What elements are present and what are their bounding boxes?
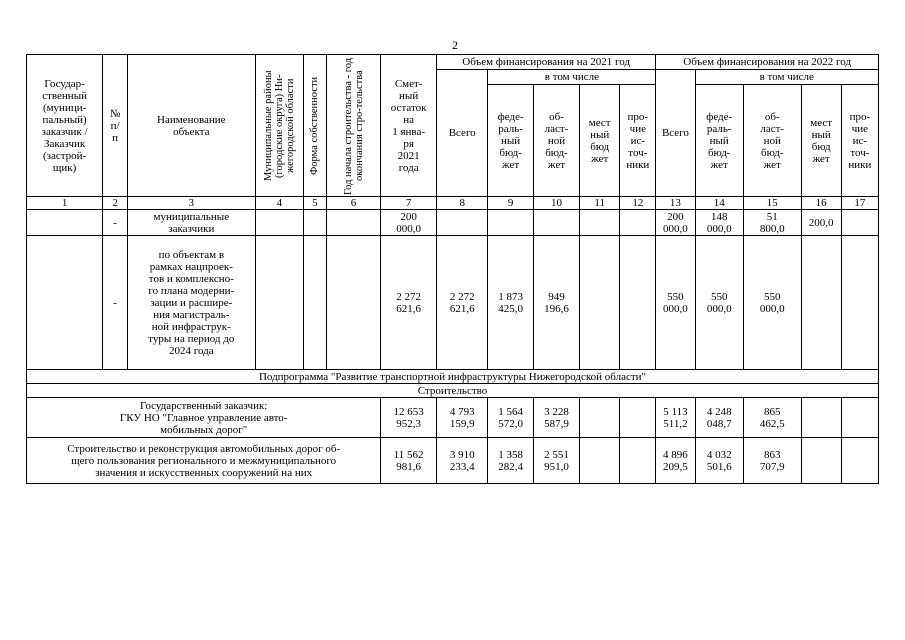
cell-empty bbox=[580, 398, 620, 438]
cell-empty bbox=[841, 210, 878, 236]
col-num-17: 17 bbox=[841, 197, 878, 210]
table-row-municipal bbox=[27, 210, 879, 236]
cell-federal-2022: 148 000,0 bbox=[695, 210, 743, 236]
header-fin-2021: Объем финансирования на 2021 год bbox=[436, 55, 655, 70]
header-incl-2022: в том числе bbox=[695, 70, 879, 85]
cell-estimate: 2 272 621,6 bbox=[381, 236, 437, 370]
col-num-7: 7 bbox=[381, 197, 437, 210]
header-municipal bbox=[255, 55, 303, 197]
col-num-16: 16 bbox=[801, 197, 841, 210]
cell-empty bbox=[801, 438, 841, 484]
table-row-subprogram bbox=[27, 370, 879, 384]
cell-estimate: 11 562 981,6 bbox=[381, 438, 437, 484]
row-name: по объектам в рамках нацпроек- тов и комплексно- го плана модерни- зации и расшире- ния магистраль- ной инфраструк- туры на период до 2024 года bbox=[127, 236, 255, 370]
col-num-8: 8 bbox=[436, 197, 488, 210]
col-num-1: 1 bbox=[27, 197, 103, 210]
cell-empty bbox=[620, 438, 656, 484]
table-row-roads bbox=[27, 438, 879, 484]
col-num-3: 3 bbox=[127, 197, 255, 210]
cell-empty bbox=[620, 398, 656, 438]
gku-name: Государственный заказчик: ГКУ НО "Главное управление авто- мобильных дорог" bbox=[27, 398, 381, 438]
cell-empty bbox=[488, 210, 533, 236]
cell-regional-2022: 51 800,0 bbox=[743, 210, 801, 236]
cell-total-2021: 3 910 233,4 bbox=[436, 438, 488, 484]
cell-total-2022: 200 000,0 bbox=[656, 210, 695, 236]
cell-empty bbox=[580, 236, 620, 370]
cell-empty bbox=[801, 398, 841, 438]
cell-federal-2022: 4 032 501,6 bbox=[695, 438, 743, 484]
cell-federal-2021: 1 358 282,4 bbox=[488, 438, 533, 484]
cell-empty bbox=[620, 236, 656, 370]
cell-empty bbox=[841, 438, 878, 484]
header-years-text: Год начала строительства - год окончания стро-тельства bbox=[342, 56, 365, 195]
col-num-5: 5 bbox=[304, 197, 327, 210]
header-regional-2022: об- ласт- ной бюд- жет bbox=[743, 85, 801, 197]
col-num-11: 11 bbox=[580, 197, 620, 210]
cell-empty bbox=[326, 210, 381, 236]
subprogram-title: Подпрограмма "Развитие транспортной инфраструктуры Нижегородской области" bbox=[27, 370, 879, 384]
header-fin-2022: Объем финансирования на 2022 год bbox=[656, 55, 879, 70]
cell-total-2022: 5 113 511,2 bbox=[656, 398, 695, 438]
cell-federal-2021: 1 564 572,0 bbox=[488, 398, 533, 438]
col-num-10: 10 bbox=[533, 197, 579, 210]
cell-estimate: 12 653 952,3 bbox=[381, 398, 437, 438]
col-num-2: 2 bbox=[103, 197, 128, 210]
cell-empty bbox=[841, 236, 878, 370]
header-num: № п/ п bbox=[103, 55, 128, 197]
cell-regional-2021: 949 196,6 bbox=[533, 236, 579, 370]
col-num-6: 6 bbox=[326, 197, 381, 210]
col-num-12: 12 bbox=[620, 197, 656, 210]
header-other-2022: про- чие ис- точ- ники bbox=[841, 85, 878, 197]
table-row-construction bbox=[27, 384, 879, 398]
col-num-9: 9 bbox=[488, 197, 533, 210]
row-name: муниципальные заказчики bbox=[127, 210, 255, 236]
cell-empty bbox=[304, 236, 327, 370]
cell-empty bbox=[841, 398, 878, 438]
cell-total-2021: 4 793 159,9 bbox=[436, 398, 488, 438]
cell-federal-2022: 550 000,0 bbox=[695, 236, 743, 370]
header-years bbox=[326, 55, 381, 197]
cell-federal-2022: 4 248 048,7 bbox=[695, 398, 743, 438]
cell-empty bbox=[304, 210, 327, 236]
header-ownership bbox=[304, 55, 327, 197]
cell-regional-2022: 863 707,9 bbox=[743, 438, 801, 484]
page-number: 2 bbox=[452, 38, 458, 52]
col-num-4: 4 bbox=[255, 197, 303, 210]
cell-empty bbox=[27, 236, 103, 370]
header-total-2021: Всего bbox=[436, 70, 488, 197]
cell-empty bbox=[326, 236, 381, 370]
header-name: Наименование объекта bbox=[127, 55, 255, 197]
col-num-13: 13 bbox=[656, 197, 695, 210]
cell-empty bbox=[27, 210, 103, 236]
cell-empty bbox=[801, 236, 841, 370]
header-federal-2021: феде- раль- ный бюд- жет bbox=[488, 85, 533, 197]
table-row-gku bbox=[27, 398, 879, 438]
cell-total-2022: 550 000,0 bbox=[656, 236, 695, 370]
header-ownership-text: Форма собственности bbox=[309, 76, 321, 175]
cell-regional-2021: 3 228 587,9 bbox=[533, 398, 579, 438]
financing-table bbox=[26, 54, 879, 484]
row-dash: - bbox=[103, 236, 128, 370]
header-regional-2021: об- ласт- ной бюд- жет bbox=[533, 85, 579, 197]
header-estimate: Смет- ный остаток на 1 янва- ря 2021 года bbox=[381, 55, 437, 197]
header-local-2022: мест ный бюд жет bbox=[801, 85, 841, 197]
header-local-2021: мест ный бюд жет bbox=[580, 85, 620, 197]
column-number-row bbox=[27, 197, 879, 210]
cell-total-2022: 4 896 209,5 bbox=[656, 438, 695, 484]
header-incl-2021: в том числе bbox=[488, 70, 656, 85]
cell-regional-2022: 865 462,5 bbox=[743, 398, 801, 438]
construction-title: Строительство bbox=[27, 384, 879, 398]
cell-federal-2021: 1 873 425,0 bbox=[488, 236, 533, 370]
header-municipal-text: Муниципальные районы (городские округа) Ни-жегородской области bbox=[262, 70, 296, 181]
table-row-natproj bbox=[27, 236, 879, 370]
header-customer: Государ- ственный (муници- пальный) заказчик / Заказчик (застрой- щик) bbox=[27, 55, 103, 197]
cell-estimate: 200 000,0 bbox=[381, 210, 437, 236]
col-num-14: 14 bbox=[695, 197, 743, 210]
cell-local-2022: 200,0 bbox=[801, 210, 841, 236]
cell-empty bbox=[533, 210, 579, 236]
row-dash: - bbox=[103, 210, 128, 236]
cell-total-2021: 2 272 621,6 bbox=[436, 236, 488, 370]
header-total-2022: Всего bbox=[656, 70, 695, 197]
cell-empty bbox=[580, 438, 620, 484]
cell-regional-2021: 2 551 951,0 bbox=[533, 438, 579, 484]
cell-regional-2022: 550 000,0 bbox=[743, 236, 801, 370]
cell-empty bbox=[255, 236, 303, 370]
cell-empty bbox=[436, 210, 488, 236]
cell-empty bbox=[255, 210, 303, 236]
roads-name: Строительство и реконструкция автомобильных дорог об- щего пользования регионального и межмуниципального значения и искусственных сооружений на них bbox=[27, 438, 381, 484]
cell-empty bbox=[580, 210, 620, 236]
header-federal-2022: феде- раль- ный бюд- жет bbox=[695, 85, 743, 197]
cell-empty bbox=[620, 210, 656, 236]
header-other-2021: про- чие ис- точ- ники bbox=[620, 85, 656, 197]
col-num-15: 15 bbox=[743, 197, 801, 210]
